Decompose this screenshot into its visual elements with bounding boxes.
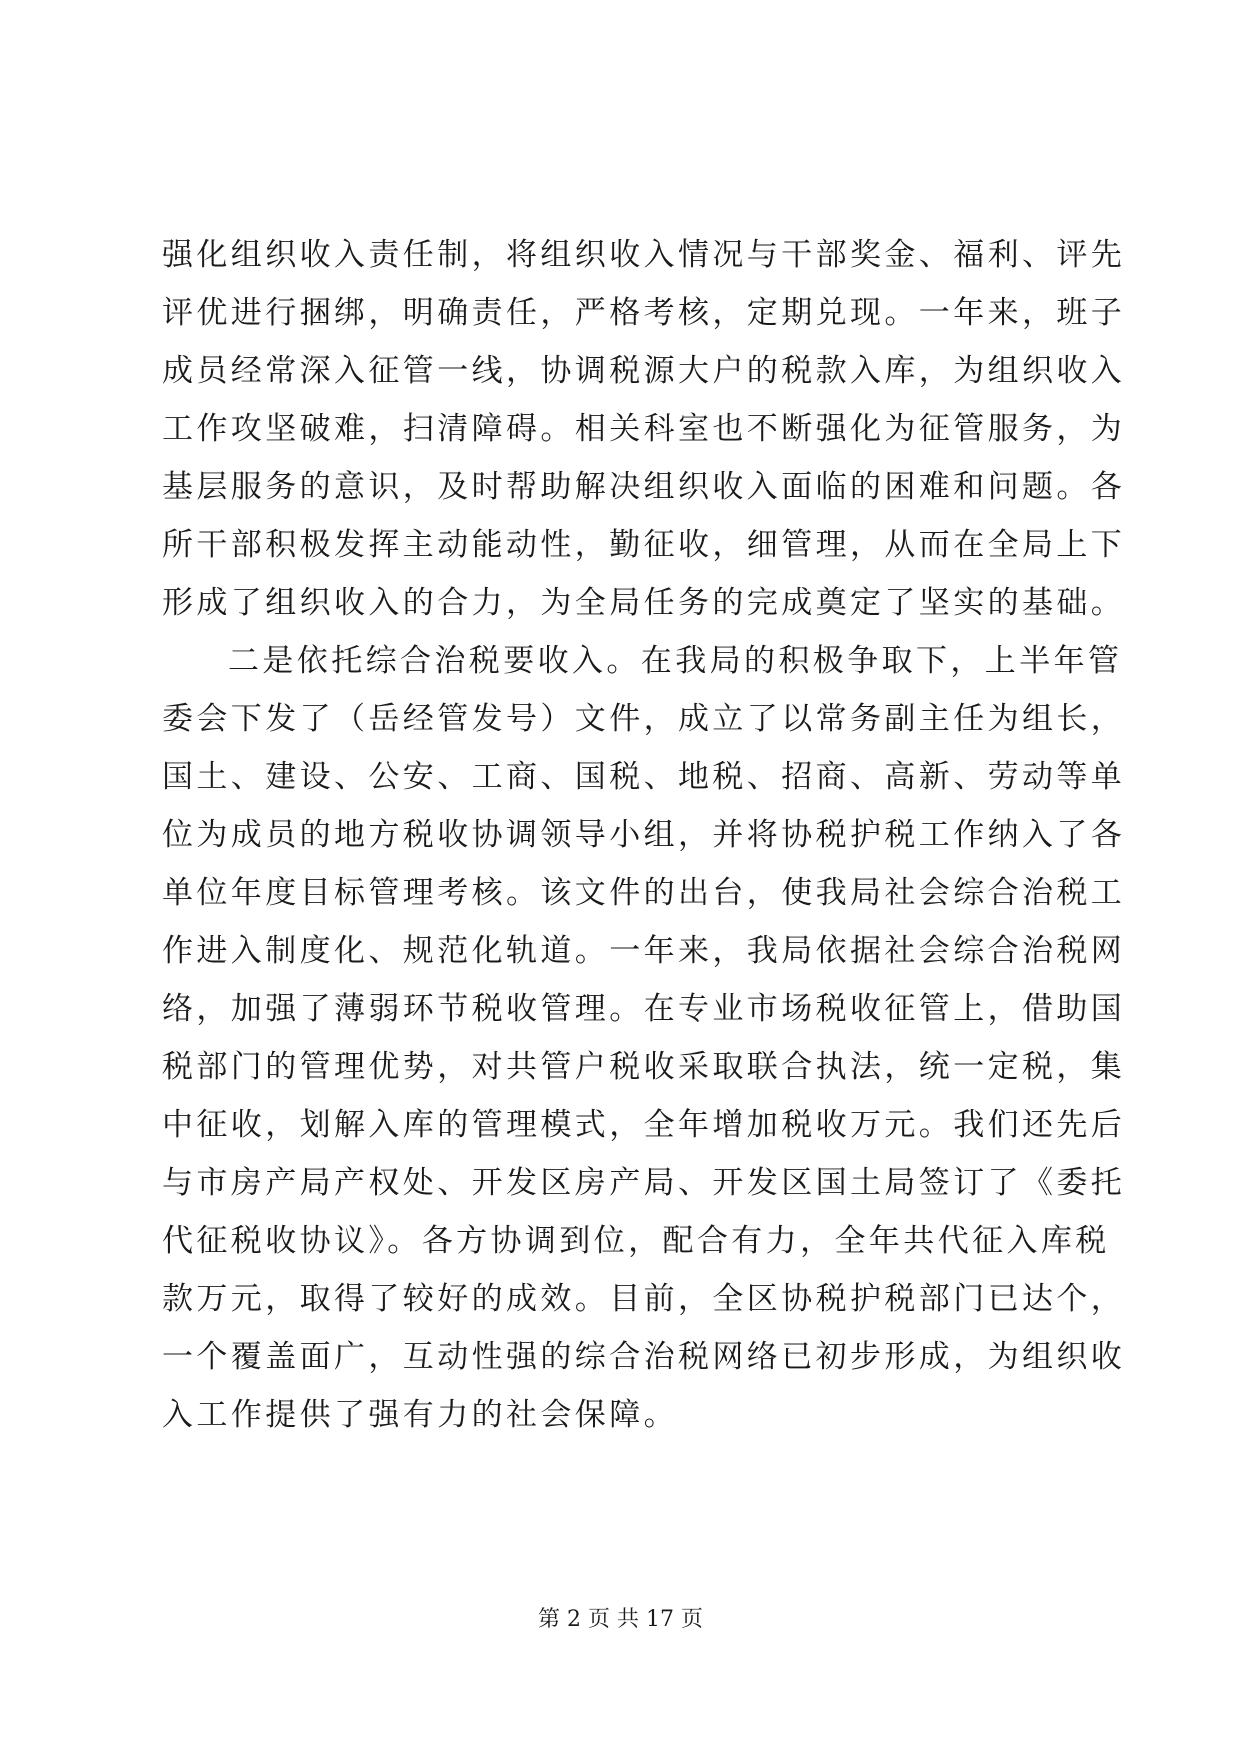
paragraph-1-line-7: 形成了组织收入的合力，为全局任务的完成奠定了坚实的基础。	[162, 585, 1126, 621]
paragraph-1-line-3: 成员经常深入征管一线，协调税源大户的税款入库，为组织收入	[162, 353, 1126, 389]
paragraph-2-line-11: 代征税收协议》。各方协调到位，配合有力，全年共代征入库税	[162, 1223, 1110, 1259]
paragraph-2-line-3: 国土、建设、公安、工商、国税、地税、招商、高新、劳动等单	[162, 759, 1126, 795]
paragraph-2-line-13: 一个覆盖面广，互动性强的综合治税网络已初步形成，为组织收	[162, 1339, 1126, 1375]
paragraph-2-line-5: 单位年度目标管理考核。该文件的出台，使我局社会综合治税工	[162, 875, 1126, 911]
paragraph-2-line-1: 二是依托综合治税要收入。在我局的积极争取下，上半年管	[228, 643, 1123, 679]
paragraph-2-line-2: 委会下发了（岳经管发号）文件，成立了以常务副主任为组长，	[162, 701, 1126, 737]
paragraph-2-line-12: 款万元，取得了较好的成效。目前，全区协税护税部门已达个，	[162, 1281, 1126, 1317]
paragraph-2-line-6: 作进入制度化、规范化轨道。一年来，我局依据社会综合治税网	[162, 933, 1126, 969]
paragraph-2-line-8: 税部门的管理优势，对共管户税收采取联合执法，统一定税，集	[162, 1049, 1126, 1085]
paragraph-1-line-2: 评优进行捆绑，明确责任，严格考核，定期兑现。一年来，班子	[162, 295, 1126, 331]
paragraph-1-line-4: 工作攻坚破难，扫清障碍。相关科室也不断强化为征管服务，为	[162, 411, 1126, 447]
body-text	[162, 226, 1126, 1444]
paragraph-1-line-1: 强化组织收入责任制，将组织收入情况与干部奖金、福利、评先	[162, 237, 1126, 273]
paragraph-1-line-6: 所干部积极发挥主动能动性，勤征收，细管理，从而在全局上下	[162, 527, 1126, 563]
paragraph-1-line-5: 基层服务的意识，及时帮助解决组织收入面临的困难和问题。各	[162, 469, 1126, 505]
paragraph-2-line-4: 位为成员的地方税收协调领导小组，并将协税护税工作纳入了各	[162, 817, 1126, 853]
paragraph-2-line-7: 络，加强了薄弱环节税收管理。在专业市场税收征管上，借助国	[162, 991, 1126, 1027]
paragraph-2-line-10: 与市房产局产权处、开发区房产局、开发区国土局签订了《委托	[162, 1165, 1126, 1201]
paragraph-2-line-14: 入工作提供了强有力的社会保障。	[162, 1397, 678, 1433]
page-number-footer: 第 2 页 共 17 页	[538, 1607, 703, 1632]
paragraph-2-line-9: 中征收，划解入库的管理模式，全年增加税收万元。我们还先后	[162, 1107, 1126, 1143]
